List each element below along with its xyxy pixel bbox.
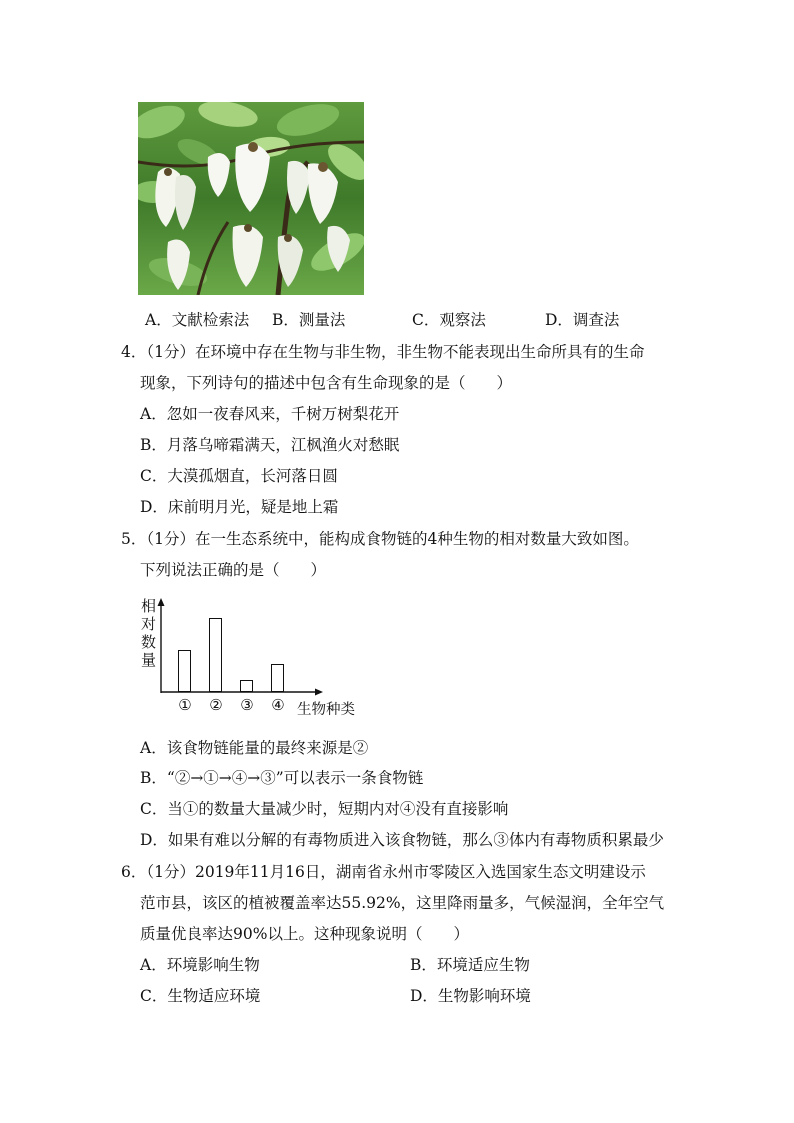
q4-option-c: C．大漠孤烟直，长河落日圆 [140,467,338,485]
q4-option-d: D．床前明月光，疑是地上霜 [140,498,339,516]
category-label-1: ① [178,696,192,714]
y-axis-label-char-2: 对 [141,615,157,633]
category-label-4: ④ [271,696,285,714]
y-axis-label-char-4: 量 [141,651,157,669]
q5-option-b: B．“②→①→④→③”可以表示一条食物链 [140,769,424,787]
y-axis-label-char-1: 相 [141,597,157,615]
q3-option-b: B．测量法 [272,311,346,329]
q4-option-b: B．月落乌啼霜满天，江枫渔火对愁眠 [140,436,400,454]
q4-stem-line1: 4．（1分）在环境中存在生物与非生物，非生物不能表现出生命所具有的生命 [121,343,645,361]
q3-option-a: A．文献检索法 [145,311,250,329]
q6-option-d: D．生物影响环境 [410,987,531,1005]
dove-tree-photo [138,102,364,295]
q5-option-a: A．该食物链能量的最终来源是② [140,739,369,757]
q6-option-c: C．生物适应环境 [140,987,261,1005]
q6-stem-line3: 质量优良率达90%以上。这种现象说明（ ） [140,925,469,943]
q5-stem-line1: 5．（1分）在一生态系统中，能构成食物链的4种生物的相对数量大致如图。 [121,530,639,548]
bar-1 [178,650,191,692]
q4-option-a: A．忽如一夜春风来，千树万树梨花开 [140,405,400,423]
x-axis-label: 生物种类 [297,702,355,718]
category-label-3: ③ [240,696,254,714]
q5-option-c: C．当①的数量大量减少时，短期内对④没有直接影响 [140,800,509,818]
category-label-2: ② [209,696,223,714]
bar-4 [271,664,284,692]
q6-option-a: A．环境影响生物 [140,956,260,974]
q6-stem-line2: 范市县，该区的植被覆盖率达55.92%，这里降雨量多，气候湿润，全年空气 [140,894,665,912]
q6-stem-line1: 6．（1分）2019年11月16日，湖南省永州市零陵区入选国家生态文明建设示 [121,863,646,881]
q5-bar-chart [137,595,377,725]
bar-2 [209,618,222,692]
q3-option-d: D．调查法 [545,311,620,329]
q3-option-c: C．观察法 [412,311,486,329]
q5-stem-line2: 下列说法正确的是（ ） [140,561,327,579]
bar-3 [240,680,253,692]
y-axis-label-char-3: 数 [141,633,157,651]
q6-option-b: B．环境适应生物 [410,956,530,974]
q4-stem-line2: 现象，下列诗句的描述中包含有生命现象的是（ ） [140,374,513,392]
q5-option-d: D．如果有难以分解的有毒物质进入该食物链，那么③体内有毒物质积累最少 [140,831,664,849]
